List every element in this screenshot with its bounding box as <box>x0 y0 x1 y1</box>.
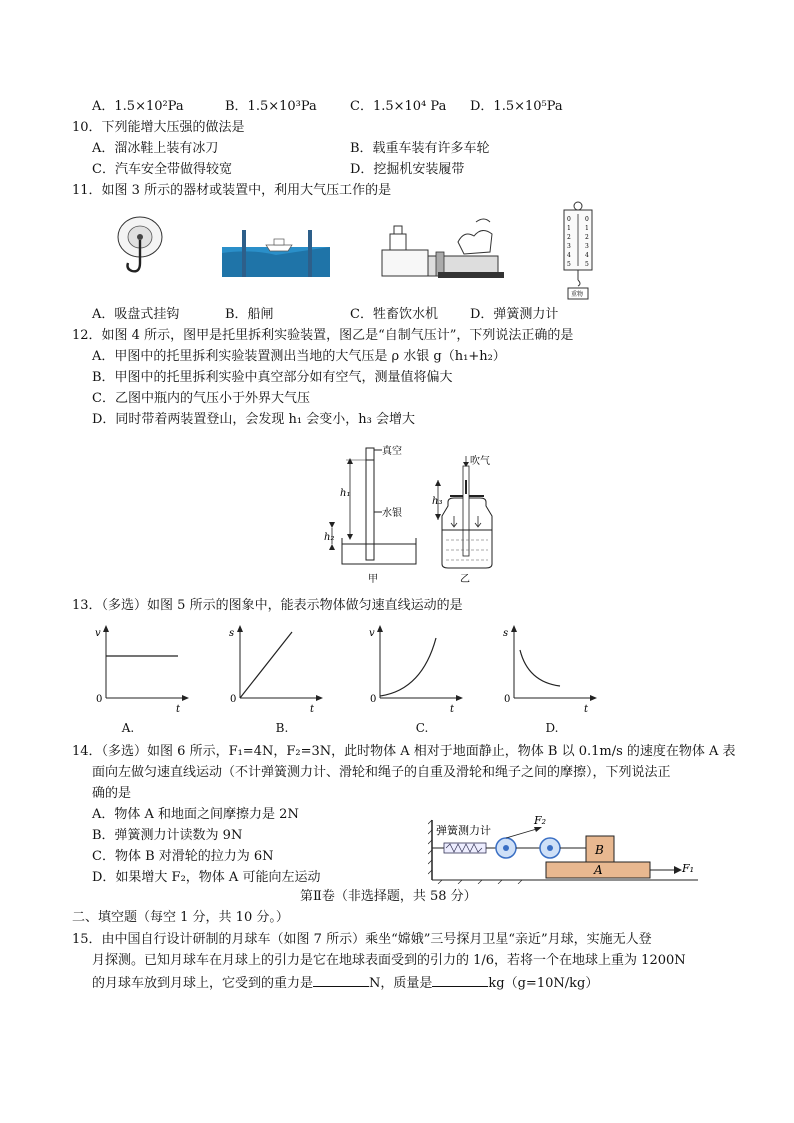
scale-right-4: 4 <box>585 252 589 259</box>
q12-stem: 12．如图 4 所示，图甲是托里拆利实验装置，图乙是“自制气压计”，下列说法正确的是 <box>72 328 574 343</box>
q14-stem-line-1: 14．（多选）如图 6 所示，F₁=4N，F₂=3N，此时物体 A 相对于地面静止，物体 B 以 0.1m/s 的速度在物体 A 表 <box>72 744 736 759</box>
livestock-waterer-figure <box>378 212 508 282</box>
blow-label: 吹气 <box>470 456 490 467</box>
pulley-system-figure <box>428 800 704 884</box>
scale-right-0: 0 <box>585 216 589 223</box>
scale-right-1: 1 <box>585 225 589 232</box>
q15-line-2: 月探测。已知月球车在月球上的引力是它在地球表面受到的引力的 1/6，若将一个在地球上重为 1200N <box>92 953 686 968</box>
block-a-label: A <box>594 863 603 877</box>
scale-left-1: 1 <box>567 225 571 232</box>
ship-lock-figure <box>222 225 330 280</box>
q10-stem: 10．下列能增大压强的做法是 <box>72 120 245 135</box>
figure-yi-label: 乙 <box>460 574 470 585</box>
graph-b-ylabel: s <box>229 628 235 639</box>
vacuum-label: 真空 <box>382 446 402 457</box>
scale-right-5: 5 <box>585 261 589 268</box>
h3-label: h₃ <box>432 496 443 507</box>
graph-a-ylabel: v <box>95 628 101 639</box>
graph-d-ylabel: s <box>503 628 509 639</box>
q15-line-3-part-c: kg（g=10N/kg） <box>488 976 599 991</box>
scale-left-4: 4 <box>567 252 571 259</box>
q10-option-d: D．挖掘机安装履带 <box>350 162 465 177</box>
q13-stem: 13．（多选）如图 5 所示的图象中，能表示物体做匀速直线运动的是 <box>72 598 463 613</box>
f2-label: F₂ <box>534 814 547 827</box>
q10-option-c: C．汽车安全带做得较宽 <box>92 162 232 177</box>
q11-stem: 11．如图 3 所示的器材或装置中，利用大气压工作的是 <box>72 183 392 198</box>
q9-option-b: B．1.5×10³Pa <box>225 99 317 114</box>
graph-c-caption: C. <box>415 721 429 735</box>
q9-option-d: D．1.5×10⁵Pa <box>470 99 563 114</box>
q12-option-d: D．同时带着两装置登山，会发现 h₁ 会变小，h₃ 会增大 <box>92 412 415 427</box>
q10-option-a: A．溜冰鞋上装有冰刀 <box>92 141 219 156</box>
scale-left-2: 2 <box>567 234 571 241</box>
q11-option-c: C．牲畜饮水机 <box>350 307 438 322</box>
h1-label: h₁ <box>340 488 351 499</box>
graph-b-origin: 0 <box>230 694 237 705</box>
graph-c-xlabel: t <box>450 704 455 715</box>
scale-left-0: 0 <box>567 216 571 223</box>
answer-blank-gravity[interactable] <box>313 974 369 987</box>
q15-line-3 <box>92 974 598 992</box>
h2-label: h₂ <box>324 532 335 543</box>
q14-option-c: C．物体 B 对滑轮的拉力为 6N <box>92 849 274 864</box>
q9-option-a: A．1.5×10²Pa <box>92 99 184 114</box>
figure-jia-label: 甲 <box>368 574 378 585</box>
spring-meter-label: 弹簧测力计 <box>436 824 491 837</box>
q14-option-a: A．物体 A 和地面之间摩擦力是 2N <box>92 807 299 822</box>
graph-c-origin: 0 <box>370 694 377 705</box>
graph-a-caption: A. <box>121 721 135 735</box>
q9-option-c: C．1.5×10⁴ Pa <box>350 99 447 114</box>
q10-option-b: B．载重车装有许多车轮 <box>350 141 490 156</box>
graph-b <box>226 620 326 715</box>
scale-left-3: 3 <box>567 243 571 250</box>
q15-line-3-part-a: 的月球车放到月球上，它受到的重力是 <box>92 976 314 991</box>
q11-option-b: B．船闸 <box>225 307 274 322</box>
scale-left-5: 5 <box>567 261 571 268</box>
section-2-title: 第Ⅱ卷（非选择题，共 58 分） <box>300 889 477 904</box>
answer-blank-mass[interactable] <box>432 974 488 987</box>
suction-hook-figure <box>110 215 170 285</box>
graph-c <box>366 620 466 715</box>
q12-option-b: B．甲图中的托里拆利实验中真空部分如有空气，测量值将偏大 <box>92 370 453 385</box>
q14-stem-line-2: 面向左做匀速直线运动（不计弹簧测力计、滑轮和绳子的自重及滑轮和绳子之间的摩擦），下列说法正 <box>92 765 671 780</box>
graph-a <box>92 620 192 715</box>
block-b-label: B <box>595 843 604 857</box>
q15-line-1: 15．由中国自行设计研制的月球车（如图 7 所示）乘坐“嫦娥”三号探月卫星“亲近”月球，实施无人登 <box>72 932 652 947</box>
mercury-label: 水银 <box>382 508 402 519</box>
graph-d-xlabel: t <box>584 704 589 715</box>
graph-c-ylabel: v <box>369 628 375 639</box>
graph-b-caption: B. <box>275 721 289 735</box>
scale-right-3: 3 <box>585 243 589 250</box>
q12-option-c: C．乙图中瓶内的气压小于外界大气压 <box>92 391 310 406</box>
graph-d-caption: D. <box>545 721 559 735</box>
graph-d <box>500 620 600 715</box>
q11-option-d: D．弹簧测力计 <box>470 307 559 322</box>
f1-label: F₁ <box>682 862 695 875</box>
section-2-heading: 二、填空题（每空 1 分，共 10 分。） <box>72 910 289 925</box>
graph-a-origin: 0 <box>96 694 103 705</box>
q14-option-d: D．如果增大 F₂，物体 A 可能向左运动 <box>92 870 321 885</box>
q12-option-a: A．甲图中的托里拆利实验装置测出当地的大气压是 ρ 水银 g（h₁+h₂） <box>92 349 506 364</box>
weight-label: 重物 <box>571 291 584 298</box>
graph-b-xlabel: t <box>310 704 315 715</box>
q14-stem-line-3: 确的是 <box>92 786 132 801</box>
q14-option-b: B．弹簧测力计读数为 9N <box>92 828 243 843</box>
graph-d-origin: 0 <box>504 694 511 705</box>
graph-a-xlabel: t <box>176 704 181 715</box>
scale-right-2: 2 <box>585 234 589 241</box>
q11-option-a: A．吸盘式挂钩 <box>92 307 180 322</box>
q15-line-3-part-b: N，质量是 <box>369 976 433 991</box>
spring-scale-figure <box>558 200 598 300</box>
torricelli-barometer-figure <box>320 440 500 588</box>
